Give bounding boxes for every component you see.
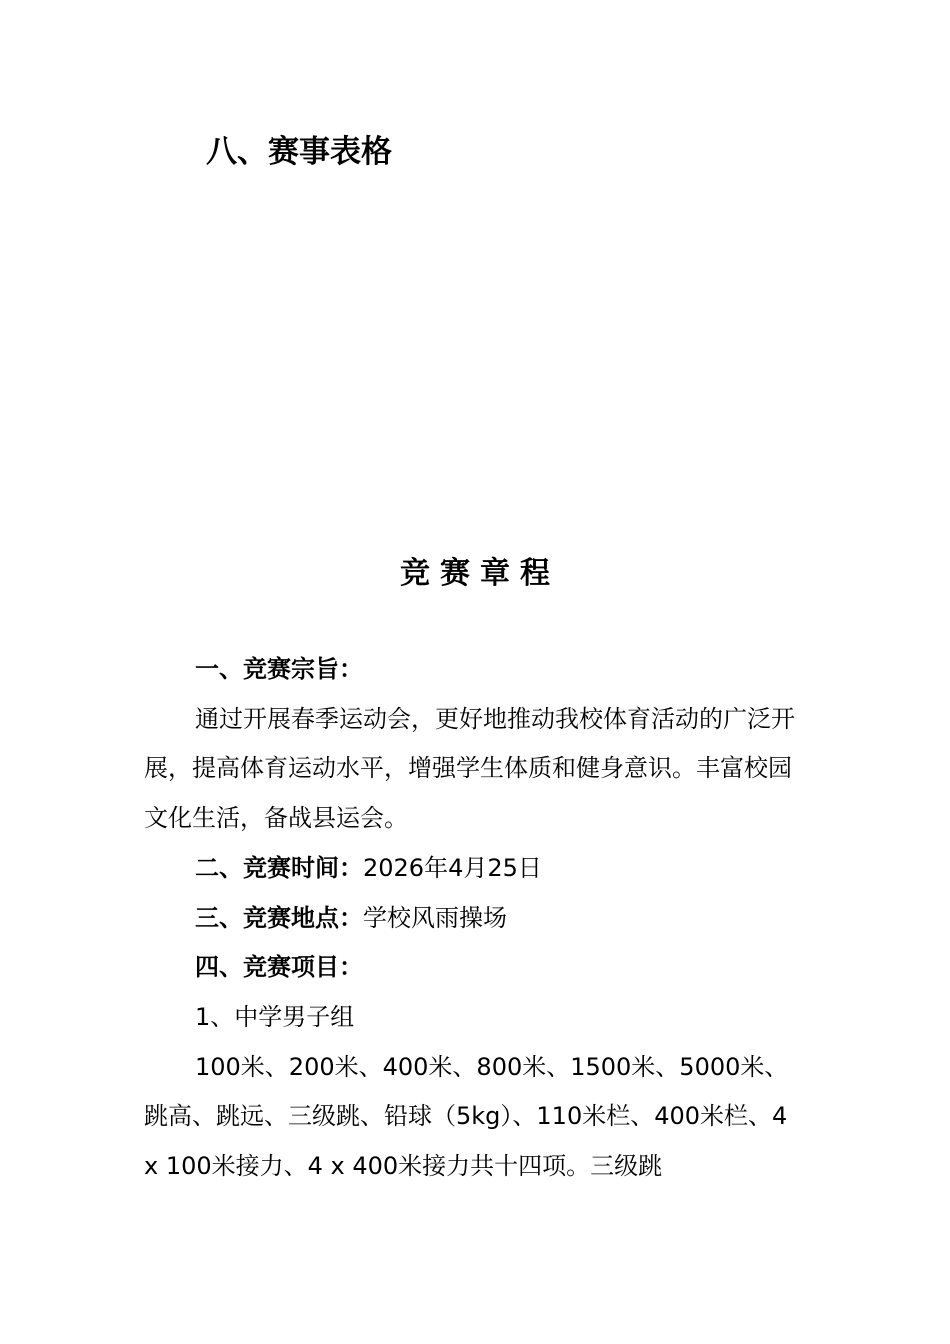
events-heading: 四、竞赛项目： [195, 953, 363, 982]
location-line [144, 894, 808, 944]
purpose-paragraph: 通过开展春季运动会，更好地推动我校体育活动的广泛开展，提高体育运动水平，增强学生体质和健身意识。丰富校园文化生活，备战县运会。 [144, 704, 795, 833]
time-line [144, 844, 808, 894]
document-title: 竞赛章程 [400, 556, 560, 591]
location-value: 学校风雨操场 [363, 903, 507, 932]
events-group-title: 1、中学男子组 [195, 1002, 355, 1031]
purpose-heading: 一、竞赛宗旨： [195, 655, 363, 683]
time-label: 二、竞赛时间： [195, 853, 363, 882]
document-body [144, 645, 808, 1192]
section-heading: 八、赛事表格 [206, 134, 392, 170]
time-value: 2026年4月25日 [363, 853, 542, 882]
location-label: 三、竞赛地点： [195, 903, 363, 932]
events-group-paragraph: 100米、200米、400米、800米、1500米、5000米、跳高、跳远、三级跳、铅球（5kg）、110米栏、400米栏、4 x 100米接力、4 x 400米接力共十四项。三级跳 [144, 1052, 789, 1181]
